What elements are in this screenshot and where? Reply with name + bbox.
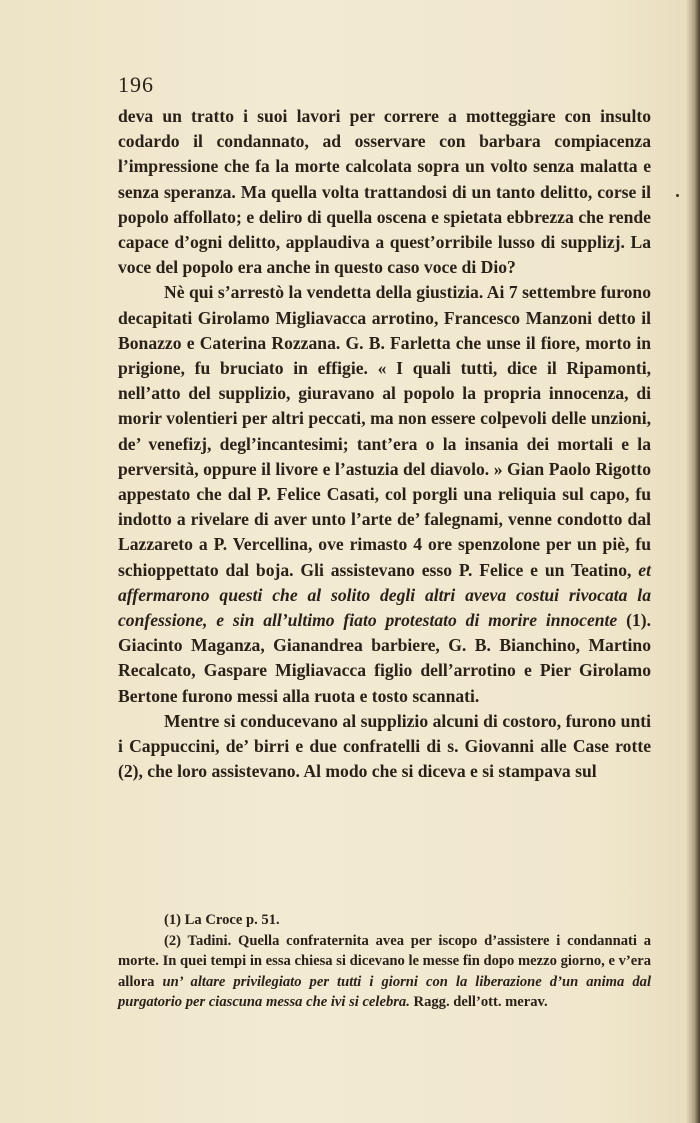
paragraph-2-part-2: (1). Giacinto Maganza, Gianandrea barbiere, G. B. Bianchino, Martino Recalcato, Gaspare Migliavacca figlio dell’arrotino e Pier Girolamo Bertone furono messi alla ruota e tosto scannati. xyxy=(118,610,651,706)
footnote-2 xyxy=(118,931,651,1013)
footnote-2-italic: un’ altare privilegiato per tutti i giorni con la liberazione d’un anima dal purgatorio per ciascuna messa che ivi si celebra. xyxy=(118,973,651,1010)
ink-speck xyxy=(676,194,679,197)
footnote-2-part-2: Ragg. dell’ott. merav. xyxy=(413,994,548,1010)
page-number: 196 xyxy=(118,72,154,97)
paragraph-2-italic-quote: et affermarono questi che al solito degli altri aveva costui rivocata la confessione, e sin all’ultimo fiato protestato di morire innocente xyxy=(118,559,651,631)
paragraph-2 xyxy=(118,280,651,708)
paragraph-3: Mentre si conducevano al supplizio alcuni di costoro, furono unti i Cappuccini, de’ birri e due confratelli di s. Giovanni alle Case rotte (2), che loro assistevano. Al modo che si diceva e si stampava sul xyxy=(118,710,651,782)
footnote-1: (1) La Croce p. 51. xyxy=(164,912,280,928)
footnotes xyxy=(118,910,651,1013)
paragraph-1: deva un tratto i suoi lavori per correre a motteggiare con insulto codardo il condannato, ad osservare con barbara compiacenza l’impressione che fa la morte calcolata sopra un volto senza malatta e senza speranza. Ma quella volta trattandosi di un tanto delitto, corse il popolo affollato; e deliro di quella oscena e spietata ebbrezza che rende capace d’ogni delitto, applaudiva a quest’orribile lusso di supplizj. La voce del popolo era anche in questo caso voce di Dio? xyxy=(118,106,651,278)
paragraph-2-part-1: Nè qui s’arrestò la vendetta della giustizia. Ai 7 settembre furono decapitati Girolamo Migliavacca arrotino, Francesco Manzoni detto il Bonazzo e Caterina Rozzana. G. B. Farletta che unse il fiore, morto in prigione, fu bruciato in effigie. « I quali tutti, dice il Ripamonti, nell’atto del supplizio, giuravano al popolo la propria innocenza, di morir volentieri per altri peccati, ma non essere colpevoli delle unzioni, de’ venefizj, degl’incantesimi; tant’era o la insania dei mortali e la perversità, oppure il livore e l’astuzia del diavolo. » Gian Paolo Rigotto appestato che dal P. Felice Casati, col porgli una reliquia sul capo, fu indotto a rivelare di aver unto l’arte de’ falegnami, venne condotto dal Lazzareto a P. Vercellina, ove rimasto 4 ore spenzolone per un piè, fu schioppettato dal boja. Gli assistevano esso P. Felice e un Teatino, xyxy=(118,282,651,580)
footnote-2-part-1: (2) Tadini. Quella confraternita avea per iscopo d’assistere i condannati a morte. In quei tempi in essa chiesa si dicevano le messe fin dopo mezzo giorno, e v’era allora xyxy=(118,932,651,990)
main-text xyxy=(118,104,651,784)
page-edge-shadow xyxy=(686,0,700,1123)
